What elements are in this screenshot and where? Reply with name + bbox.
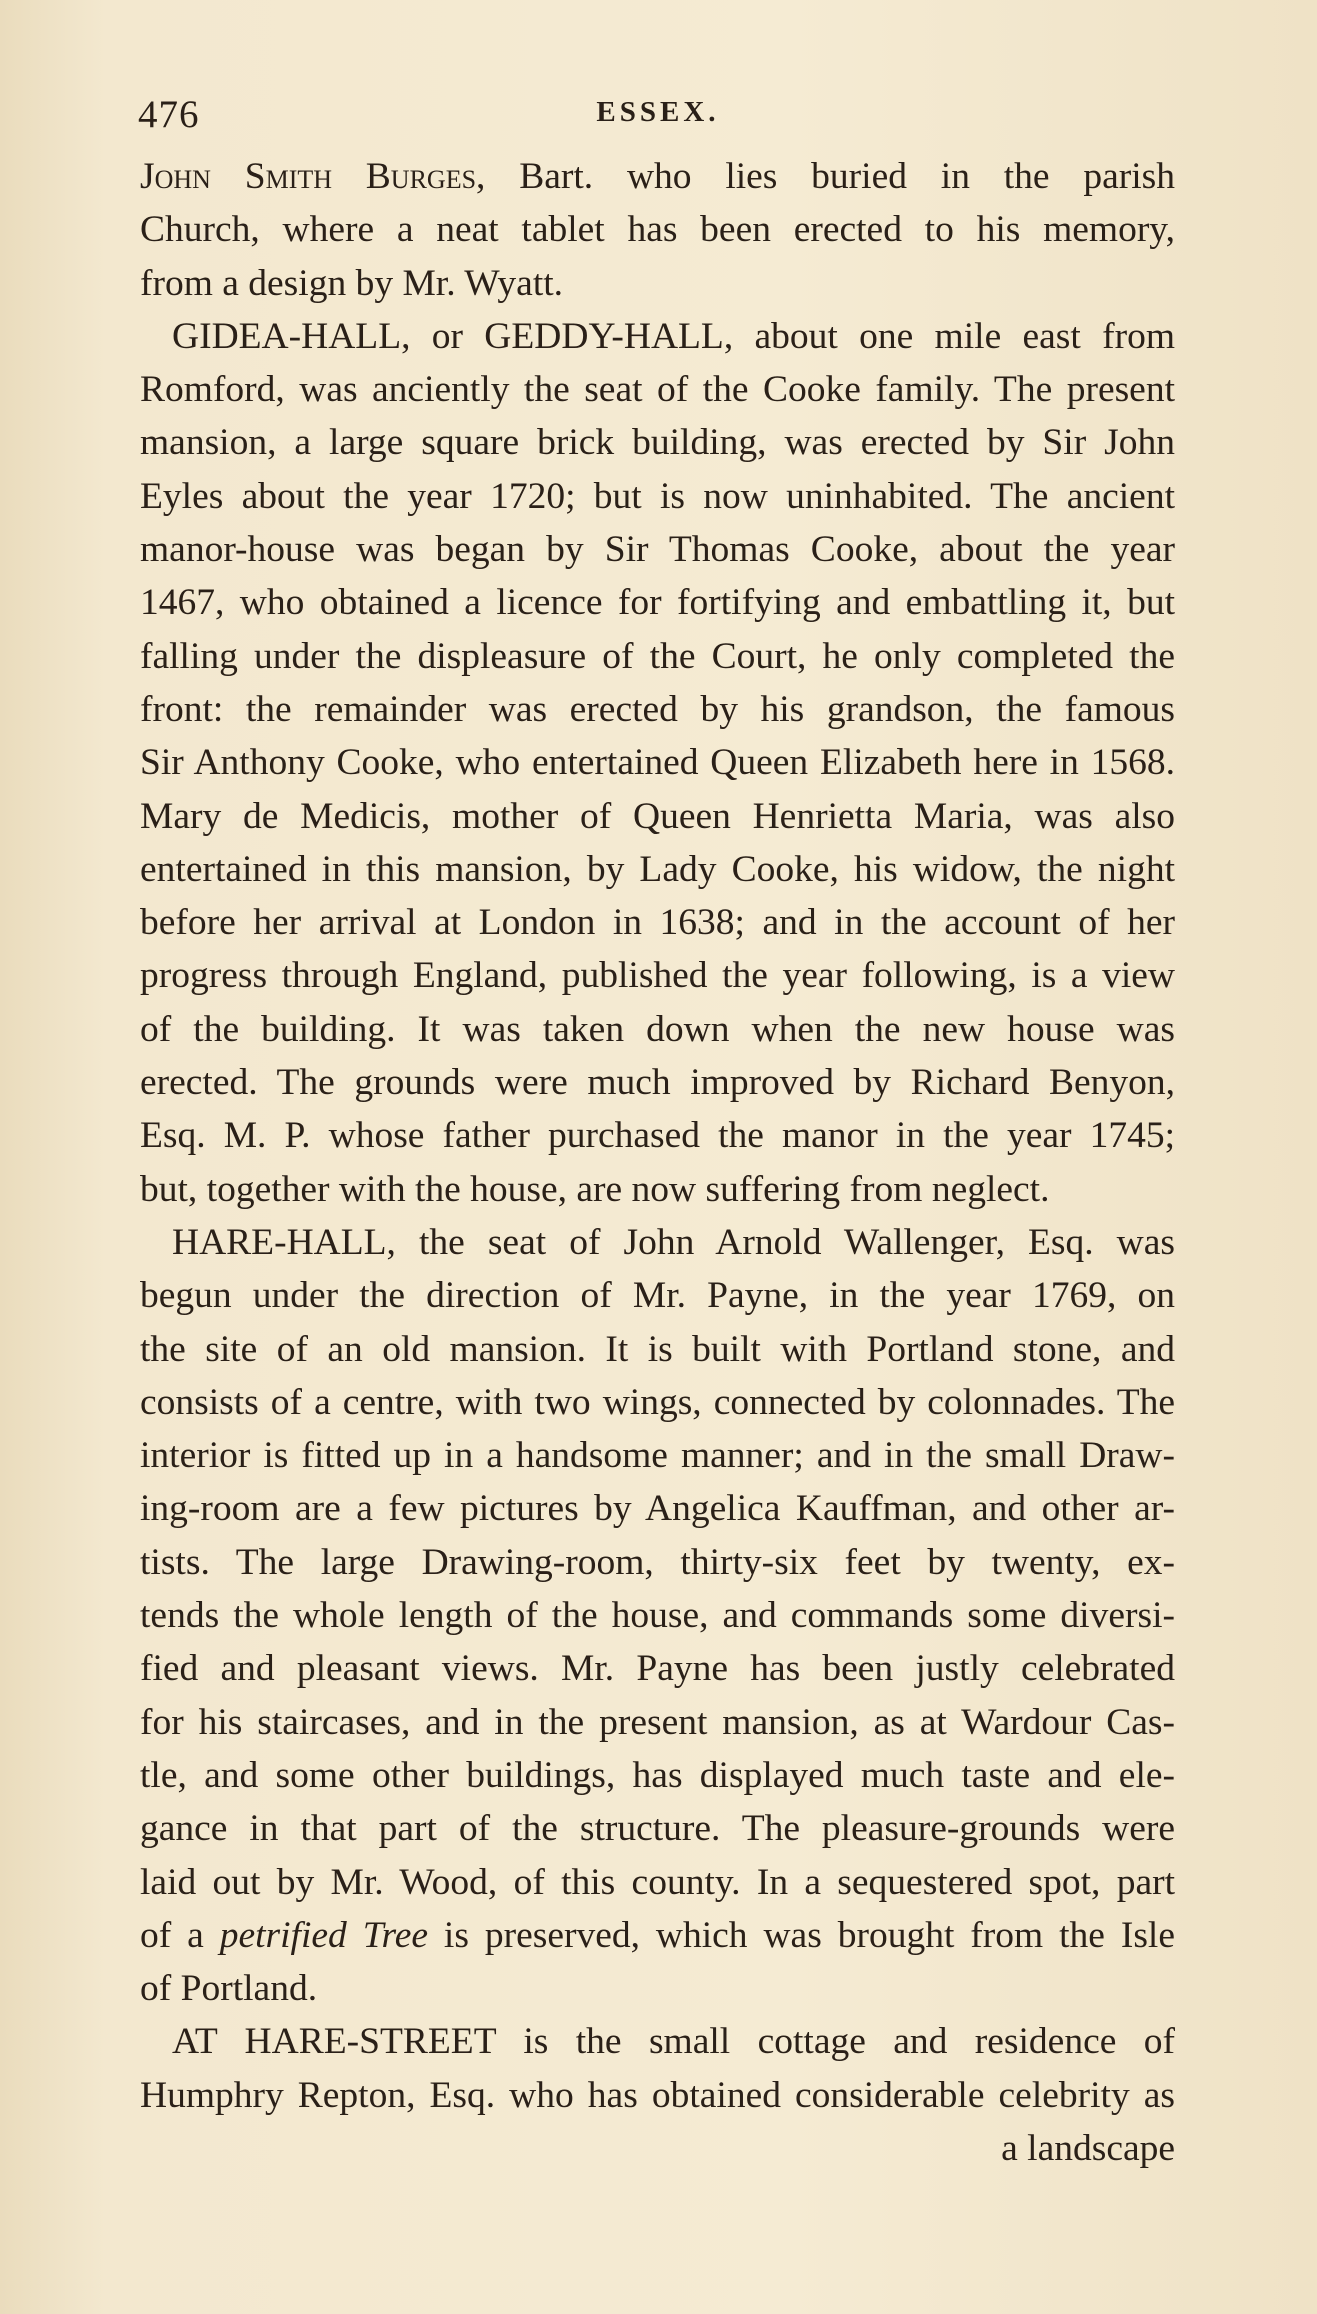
text-line: gance in that part of the structure. The pleasure-grounds were	[140, 1808, 1175, 1850]
text-line: Mary de Medicis, mother of Queen Henrietta Maria, was also	[140, 795, 1175, 837]
text-line: Humphry Repton, Esq. who has obtained considerable celebrity as	[140, 2074, 1175, 2116]
text-line: tends the whole length of the house, and commands some diversi-	[140, 1595, 1175, 1637]
text-line: Church, where a neat tablet has been erected to his memory,	[140, 209, 1175, 251]
text-line: tle, and some other buildings, has displayed much taste and ele-	[140, 1754, 1175, 1796]
text-line: HARE-HALL, the seat of John Arnold Wallenger, Esq. was	[172, 1221, 1175, 1263]
line-text: , Bart. who lies buried in the parish	[476, 156, 1175, 197]
text-line: falling under the displeasure of the Court, he only completed the	[140, 635, 1175, 677]
text-line: Sir Anthony Cooke, who entertained Queen Elizabeth here in 1568.	[140, 742, 1175, 784]
text-line: mansion, a large square brick building, was erected by Sir John	[140, 422, 1175, 464]
line-text: is preserved, which was brought from the Isle	[428, 1914, 1175, 1956]
text-line: a landscape	[1001, 2127, 1175, 2169]
text-line: ing-room are a few pictures by Angelica Kauffman, and other ar-	[140, 1488, 1175, 1530]
text-line: of the building. It was taken down when the new house was	[140, 1008, 1175, 1050]
text-line: interior is fitted up in a handsome manner; and in the small Draw-	[140, 1435, 1175, 1477]
text-line: of Portland.	[140, 1968, 318, 2010]
text-line: manor-house was began by Sir Thomas Cooke, about the year	[140, 529, 1175, 571]
text-line: Eyles about the year 1720; but is now uninhabited. The ancient	[140, 475, 1175, 517]
text-line: but, together with the house, are now suffering from neglect.	[140, 1168, 1050, 1210]
text-line: front: the remainder was erected by his grandson, the famous	[140, 688, 1175, 730]
text-line	[140, 150, 1175, 203]
text-line: 1467, who obtained a licence for fortifying and embattling it, but	[140, 582, 1175, 624]
text-line: before her arrival at London in 1638; and in the account of her	[140, 902, 1175, 944]
text-line: progress through England, published the year following, is a view	[140, 955, 1175, 997]
text-line	[140, 1909, 1175, 1962]
text-line: AT HARE-STREET is the small cottage and residence of	[172, 2021, 1175, 2063]
text-line: Esq. M. P. whose father purchased the manor in the year 1745;	[140, 1115, 1175, 1157]
text-line: the site of an old mansion. It is built with Portland stone, and	[140, 1328, 1175, 1370]
page-number: 476	[138, 93, 200, 136]
page-header	[138, 92, 1178, 142]
line-text: of a	[140, 1914, 220, 1956]
text-line: consists of a centre, with two wings, connected by colonnades. The	[140, 1381, 1175, 1423]
italic-phrase: petrified Tree	[219, 1914, 428, 1956]
text-line: tists. The large Drawing-room, thirty-six feet by twenty, ex-	[140, 1541, 1175, 1583]
text-line: erected. The grounds were much improved by Richard Benyon,	[140, 1062, 1175, 1104]
text-line: laid out by Mr. Wood, of this county. In a sequestered spot, part	[140, 1861, 1175, 1903]
text-line: from a design by Mr. Wyatt.	[140, 262, 564, 304]
body-text	[140, 150, 1175, 2175]
text-line: Romford, was anciently the seat of the Cooke family. The present	[140, 369, 1175, 411]
person-name-smallcaps: John Smith Burges	[140, 156, 477, 197]
text-line: entertained in this mansion, by Lady Cooke, his widow, the night	[140, 848, 1175, 890]
text-line: fied and pleasant views. Mr. Payne has been justly celebrated	[140, 1648, 1175, 1690]
running-head: ESSEX.	[596, 96, 720, 128]
text-line: begun under the direction of Mr. Payne, in the year 1769, on	[140, 1275, 1175, 1317]
text-line: GIDEA-HALL, or GEDDY-HALL, about one mile east from	[172, 315, 1175, 357]
text-line: for his staircases, and in the present mansion, as at Wardour Cas-	[140, 1701, 1175, 1743]
